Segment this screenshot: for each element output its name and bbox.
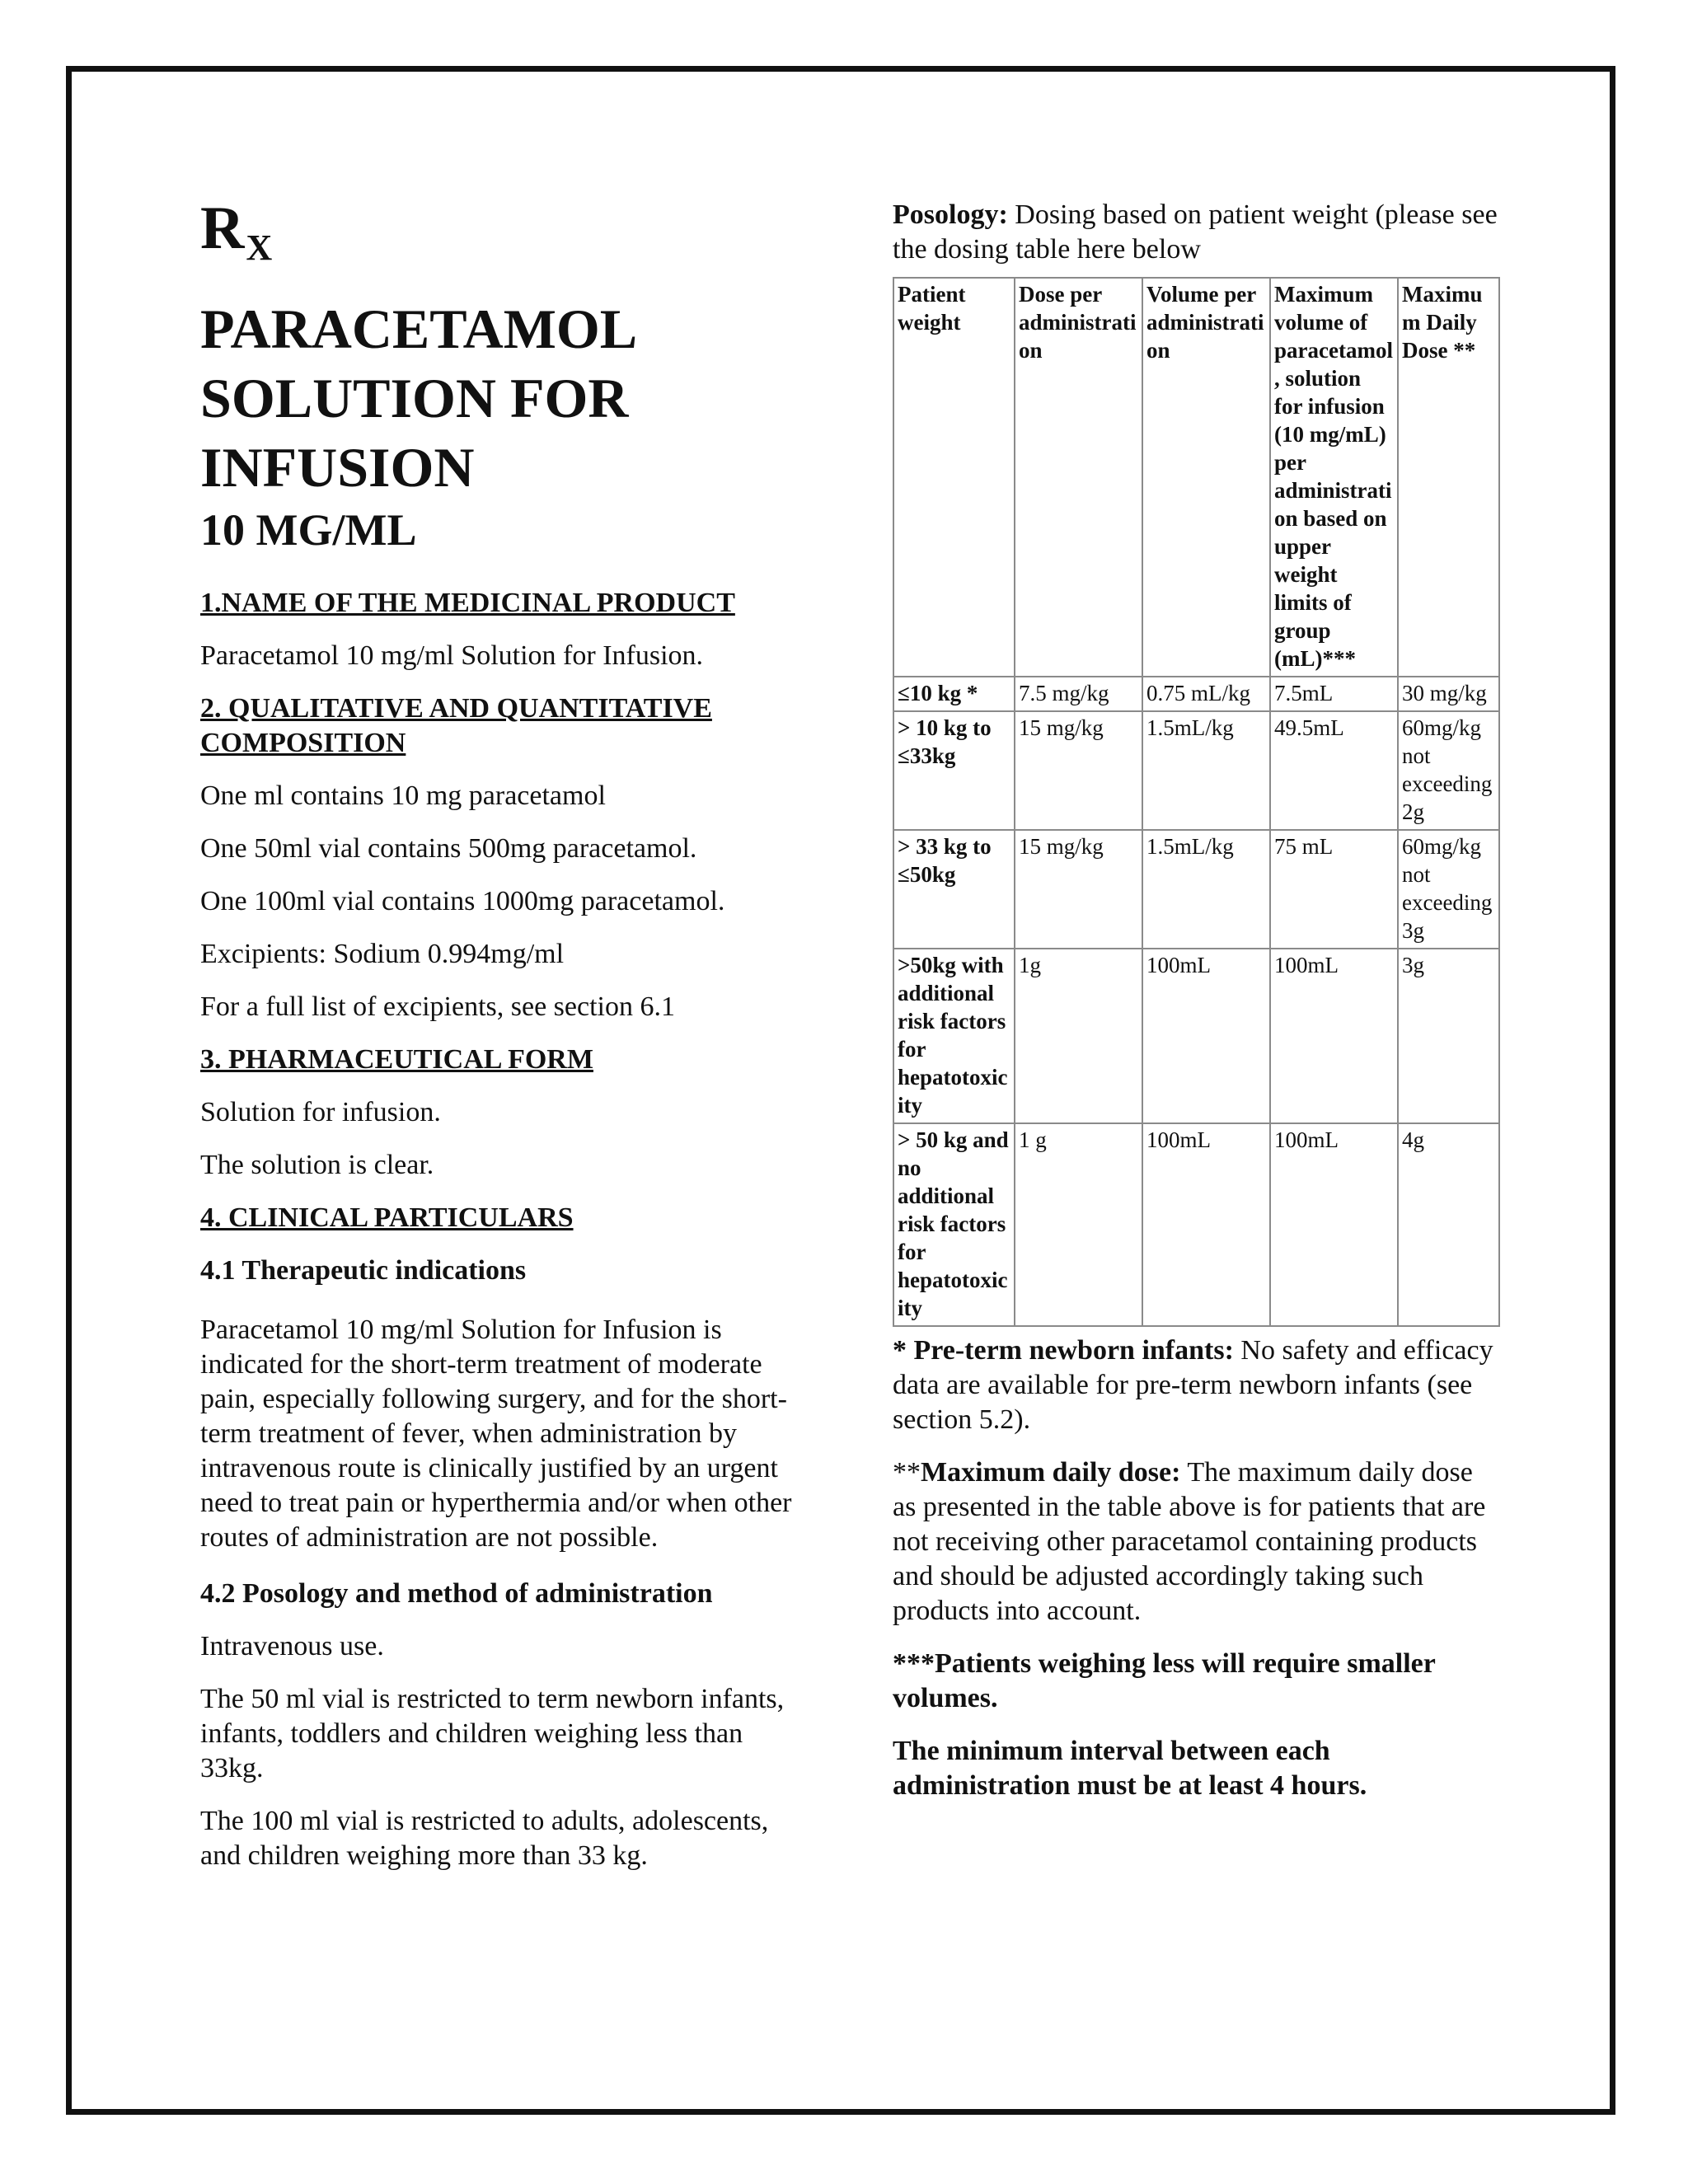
table-cell: > 33 kg to ≤50kg	[893, 830, 1015, 949]
title-line: SOLUTION FOR	[200, 367, 629, 429]
min-interval-note: The minimum interval between each administration must be at least 4 hours.	[893, 1736, 1367, 1801]
max-daily-label: Maximum daily dose:	[921, 1457, 1181, 1488]
table-cell: 15 mg/kg	[1015, 711, 1142, 830]
title-line: INFUSION	[200, 436, 475, 499]
table-row	[893, 830, 1499, 949]
table-header-cell: Maximum Daily Dose **	[1398, 278, 1499, 677]
section-1-text: Paracetamol 10 mg/ml Solution for Infusion.	[200, 640, 704, 671]
section-1-heading: 1.NAME OF THE MEDICINAL PRODUCT	[200, 588, 735, 618]
rx-symbol: $R_X$	[200, 194, 273, 268]
title-line: PARACETAMOL	[200, 298, 638, 360]
section-3-heading: 3. PHARMACEUTICAL FORM	[200, 1044, 593, 1075]
table-cell: 7.5 mg/kg	[1015, 677, 1142, 711]
table-row	[893, 711, 1499, 830]
table-cell: 75 mL	[1270, 830, 1398, 949]
right-column	[893, 198, 1498, 1821]
form-line: The solution is clear.	[200, 1150, 434, 1180]
table-row	[893, 677, 1499, 711]
preterm-note	[893, 1333, 1498, 1437]
max-daily-text: The maximum daily dose as presented in the table above is for patients that are not receiving other paracetamol containing products and should be adjusted accordingly taking such products into account.	[893, 1457, 1486, 1626]
table-cell: 60mg/kg not exceeding 2g	[1398, 711, 1499, 830]
composition-line: One 50ml vial contains 500mg paracetamol.	[200, 833, 697, 864]
left-column	[200, 194, 810, 1891]
table-row	[893, 1123, 1499, 1326]
table-cell: 100mL	[1142, 1123, 1270, 1326]
table-cell: 7.5mL	[1270, 677, 1398, 711]
posology-line: Intravenous use.	[200, 1631, 384, 1661]
table-header-cell: Volume per administration	[1142, 278, 1270, 677]
table-cell: 0.75 mL/kg	[1142, 677, 1270, 711]
composition-line: One ml contains 10 mg paracetamol	[200, 780, 606, 811]
table-cell: 1 g	[1015, 1123, 1142, 1326]
section-4-2-heading: 4.2 Posology and method of administration	[200, 1578, 713, 1609]
preterm-label: * Pre-term newborn infants:	[893, 1335, 1234, 1366]
table-cell: 3g	[1398, 949, 1499, 1123]
section-2-heading: 2. QUALITATIVE AND QUANTITATIVE COMPOSITION	[200, 693, 712, 758]
product-title	[200, 294, 810, 502]
smaller-volumes-note: ***Patients weighing less will require smaller volumes.	[893, 1648, 1436, 1713]
table-cell: ≤10 kg *	[893, 677, 1015, 711]
table-header-cell: Patient weight	[893, 278, 1015, 677]
table-cell: 1.5mL/kg	[1142, 830, 1270, 949]
indications-text: Paracetamol 10 mg/ml Solution for Infusion is indicated for the short-term treatment of moderate pain, especially following surgery, and for the short-term treatment of fever, when administration by intravenous route is clinically justified by an urgent need to treat pain or hyperthermia and/or when other routes of administration are not possible.	[200, 1315, 792, 1553]
table-cell: 30 mg/kg	[1398, 677, 1499, 711]
posology-label: Posology:	[893, 199, 1008, 230]
form-line: Solution for infusion.	[200, 1097, 441, 1127]
table-header-cell: Dose per administration	[1015, 278, 1142, 677]
posology-line: The 50 ml vial is restricted to term newborn infants, infants, toddlers and children weighing less than 33kg.	[200, 1684, 785, 1783]
dosing-table	[893, 277, 1500, 1327]
section-4-heading: 4. CLINICAL PARTICULARS	[200, 1202, 574, 1233]
table-cell: >50kg with additional risk factors for hepatotoxicity	[893, 949, 1015, 1123]
table-cell: 4g	[1398, 1123, 1499, 1326]
table-cell: 15 mg/kg	[1015, 830, 1142, 949]
table-cell: > 50 kg and no additional risk factors for hepatotoxicity	[893, 1123, 1015, 1326]
table-header-cell: Maximum volume of paracetamol, solution for infusion (10 mg/mL) per administration based on upper weight limits of group (mL)***	[1270, 278, 1398, 677]
table-cell: 1g	[1015, 949, 1142, 1123]
section-4-1-heading: 4.1 Therapeutic indications	[200, 1255, 527, 1286]
preterm-text: No safety and efficacy data are available for pre-term newborn infants (see section 5.2).	[893, 1335, 1493, 1435]
table-row	[893, 949, 1499, 1123]
table-cell: 1.5mL/kg	[1142, 711, 1270, 830]
posology-intro	[893, 198, 1498, 267]
composition-line: One 100ml vial contains 1000mg paracetamol.	[200, 886, 725, 916]
max-daily-prefix: **	[893, 1457, 921, 1488]
posology-text: Dosing based on patient weight (please see the dosing table here below	[893, 199, 1498, 265]
composition-line: For a full list of excipients, see section 6.1	[200, 991, 675, 1022]
table-cell: > 10 kg to ≤33kg	[893, 711, 1015, 830]
table-cell: 100mL	[1270, 1123, 1398, 1326]
table-cell: 100mL	[1270, 949, 1398, 1123]
table-cell: 100mL	[1142, 949, 1270, 1123]
table-header-row	[893, 278, 1499, 677]
composition-line: Excipients: Sodium 0.994mg/ml	[200, 939, 565, 969]
table-cell: 60mg/kg not exceeding 3g	[1398, 830, 1499, 949]
max-daily-dose-note	[893, 1455, 1498, 1629]
product-strength: 10 MG/ML	[200, 505, 417, 555]
posology-line: The 100 ml vial is restricted to adults, adolescents, and children weighing more than 33 kg.	[200, 1806, 769, 1871]
table-cell: 49.5mL	[1270, 711, 1398, 830]
